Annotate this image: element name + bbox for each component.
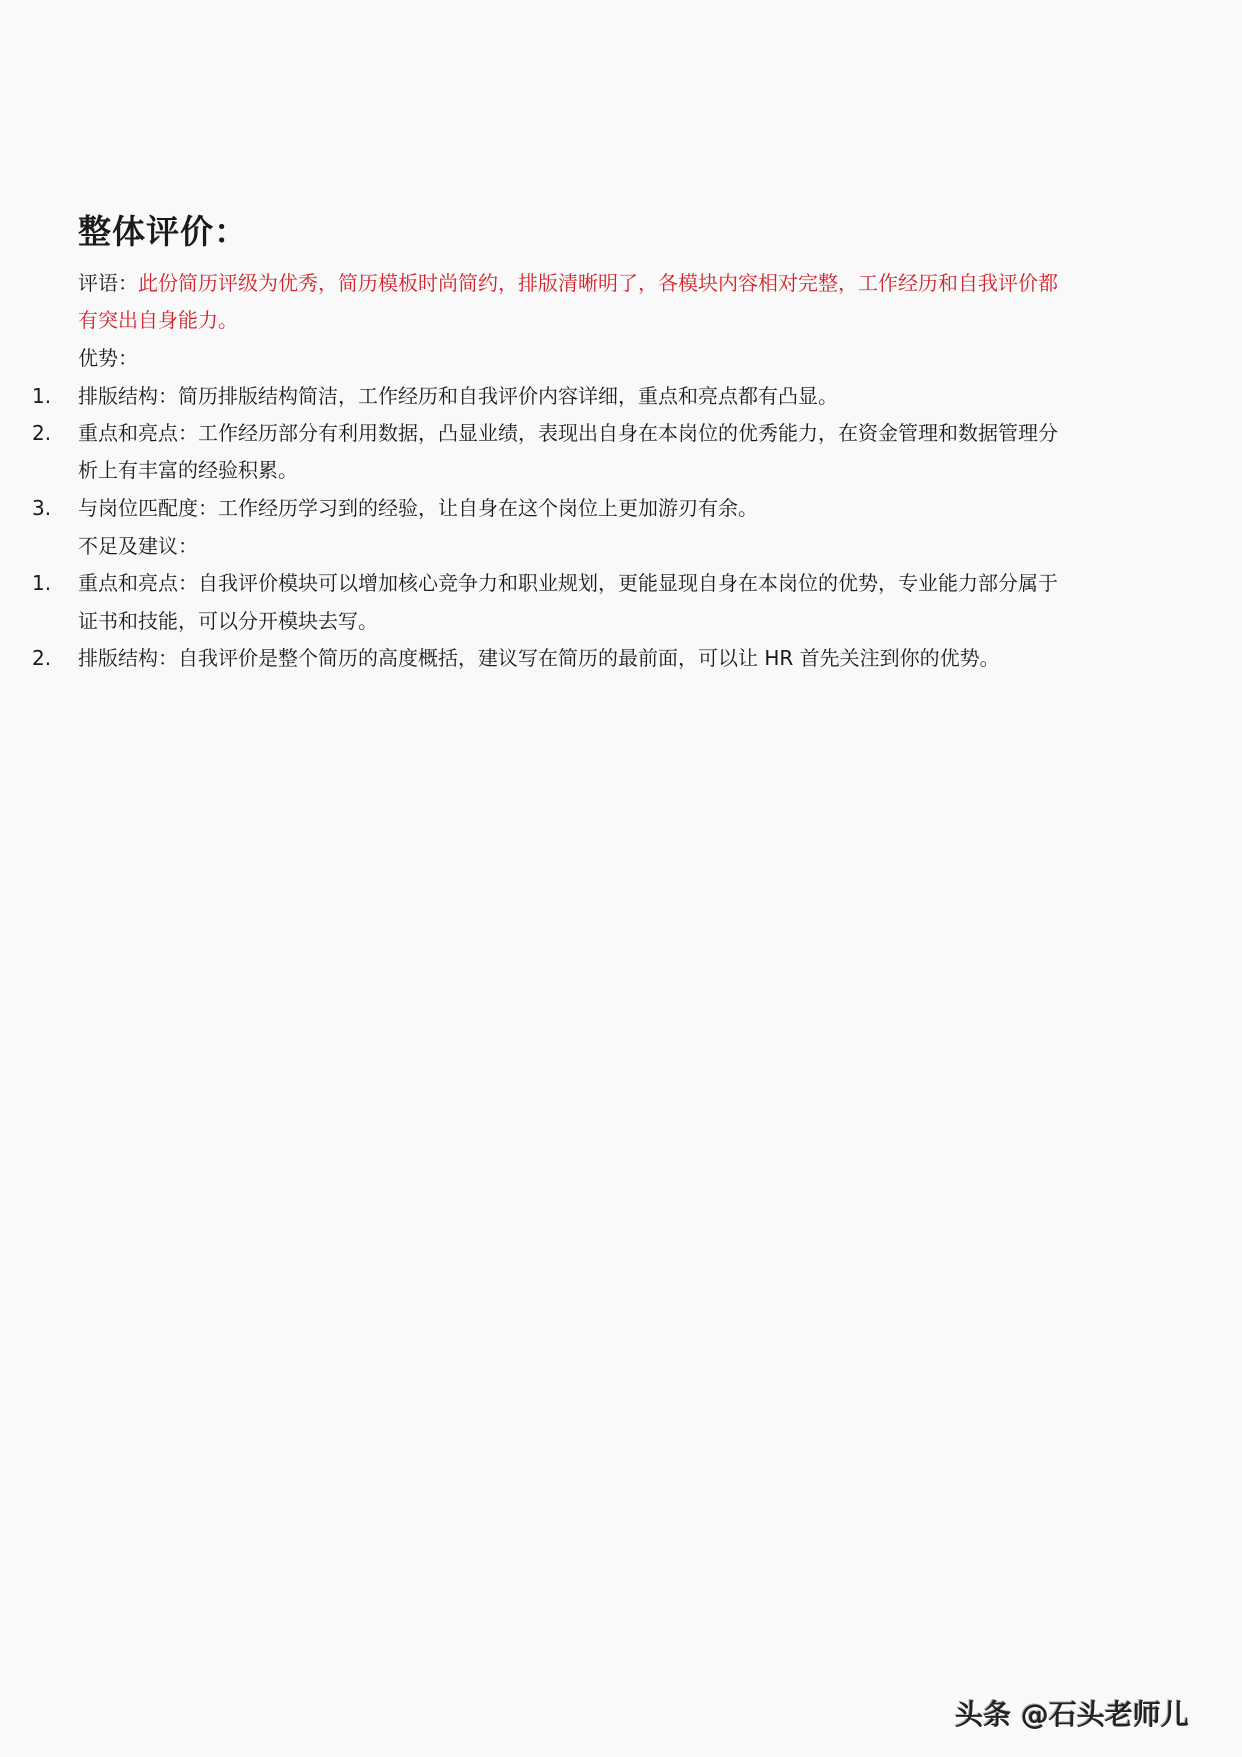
strength-item <box>32 378 1138 416</box>
item-text: 与岗位匹配度：工作经历学习到的经验，让自身在这个岗位上更加游刃有余。 <box>78 496 758 520</box>
strengths-heading: 优势： <box>78 346 138 370</box>
suggestion-item-cont: 证书和技能，可以分开模块去写。 <box>78 609 378 633</box>
item-number: 3. <box>32 496 52 520</box>
item-number: 1. <box>32 571 52 595</box>
comment-label: 评语： <box>78 271 138 295</box>
suggestions-heading: 不足及建议： <box>78 534 198 558</box>
item-number: 1. <box>32 384 52 408</box>
item-text: 排版结构：自我评价是整个简历的高度概括，建议写在简历的最前面，可以让 HR 首先关注到你的优势。 <box>78 646 1000 670</box>
comment-text-cont: 有突出自身能力。 <box>78 308 238 332</box>
page-title: 整体评价： <box>78 212 248 251</box>
suggestion-item <box>32 640 1138 678</box>
comment-line <box>78 265 1138 303</box>
strength-item-cont: 析上有丰富的经验积累。 <box>78 458 298 482</box>
strength-item <box>32 490 1138 528</box>
watermark: 头条 @石头老师儿 <box>955 1698 1189 1731</box>
item-text: 重点和亮点：工作经历部分有利用数据，凸显业绩，表现出自身在本岗位的优秀能力，在资金管理和数据管理分 <box>78 421 1058 445</box>
suggestion-item <box>32 565 1138 603</box>
item-text: 重点和亮点：自我评价模块可以增加核心竞争力和职业规划，更能显现自身在本岗位的优势，专业能力部分属于 <box>78 571 1058 595</box>
item-number: 2. <box>32 421 52 445</box>
item-number: 2. <box>32 646 52 670</box>
strength-item <box>32 415 1138 453</box>
item-text: 排版结构：简历排版结构简洁，工作经历和自我评价内容详细，重点和亮点都有凸显。 <box>78 384 838 408</box>
comment-text: 此份简历评级为优秀，简历模板时尚简约，排版清晰明了，各模块内容相对完整，工作经历和自我评价都 <box>138 271 1058 295</box>
